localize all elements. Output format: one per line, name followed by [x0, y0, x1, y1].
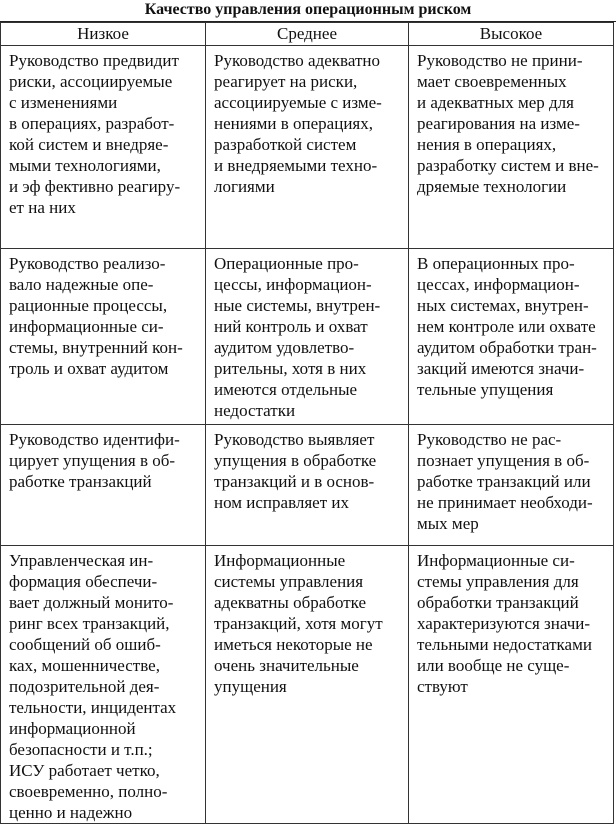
table-title: Качество управления операционным риском [0, 0, 616, 22]
cell-text: Информационные системы управления адекватны обработке транзакций, хотя могут иметься некоторые не очень значительные упущения [214, 551, 383, 696]
cell-text: В операционных про- цессах, информацион- ных системах, внутрен- нем контроле или охвате аудитом обработки тран- закций имеются значи- тельные упущения [417, 254, 597, 399]
cell-text: Операционные про- цессы, информацион- ные системы, внутрен- ний контроль и охват аудитом удовлетво- рительны, хотя в них имеются отдельные недостатки [214, 254, 381, 420]
table-row [1, 546, 614, 824]
table-cell [409, 425, 614, 546]
table-cell [1, 249, 206, 425]
table-row [1, 425, 614, 546]
cell-text: Руководство предвидит риски, ассоциируемые с изменениями в операциях, разработ- кой систем и внедряе- мыми технологиями, и эф фективно реагиру- ет на них [9, 51, 181, 217]
table-cell [206, 249, 409, 425]
table-cell [409, 546, 614, 824]
column-header-medium: Среднее [206, 23, 409, 46]
cell-text: Руководство реализо- вало надежные опе- рационные процессы, информационные си- стемы, внутренний кон- троль и охват аудитом [9, 254, 183, 378]
table-cell [206, 546, 409, 824]
column-header-high: Высокое [409, 23, 614, 46]
table-row [1, 46, 614, 249]
cell-text: Руководство идентифи- цирует упущения в об- работке транзакций [9, 430, 180, 491]
cell-text: Руководство адекватно реагирует на риски, ассоциируемые с изме- нениями в операциях, разработкой систем и внедряемыми техно- логиями [214, 51, 382, 196]
risk-quality-table [0, 22, 614, 824]
cell-text: Руководство не рас- познает упущения в об- работке транзакций или не принимает необходи- мых мер [417, 430, 593, 533]
column-header-low: Низкое [1, 23, 206, 46]
table-cell [206, 46, 409, 249]
cell-text: Руководство выявляет упущения в обработке транзакций и в основ- ном исправляет их [214, 430, 377, 512]
cell-text: Управленческая ин- формация обеспечи- вает должный монито- ринг всех транзакций, сообщений об ошиб- ках, мошенничестве, подозрительной дея- тельности, инцидентах информационной безопасности и т.п.; ИСУ работает четко, своевременно, полно- ценно и надежно [9, 551, 177, 822]
table-cell [1, 546, 206, 824]
cell-text: Информационные си- стемы управления для обработки транзакций характеризуются значи- тельными недостатками или вообще не суще- ствуют [417, 551, 592, 696]
header-row [1, 23, 614, 46]
table-row [1, 249, 614, 425]
table-cell [1, 425, 206, 546]
table-cell [1, 46, 206, 249]
table-cell [409, 249, 614, 425]
cell-text: Руководство не прини- мает своевременных и адекватных мер для реагирования на изме- нения в операциях, разработку систем и вне- дряемые технологии [417, 51, 599, 196]
table-cell [409, 46, 614, 249]
table-cell [206, 425, 409, 546]
